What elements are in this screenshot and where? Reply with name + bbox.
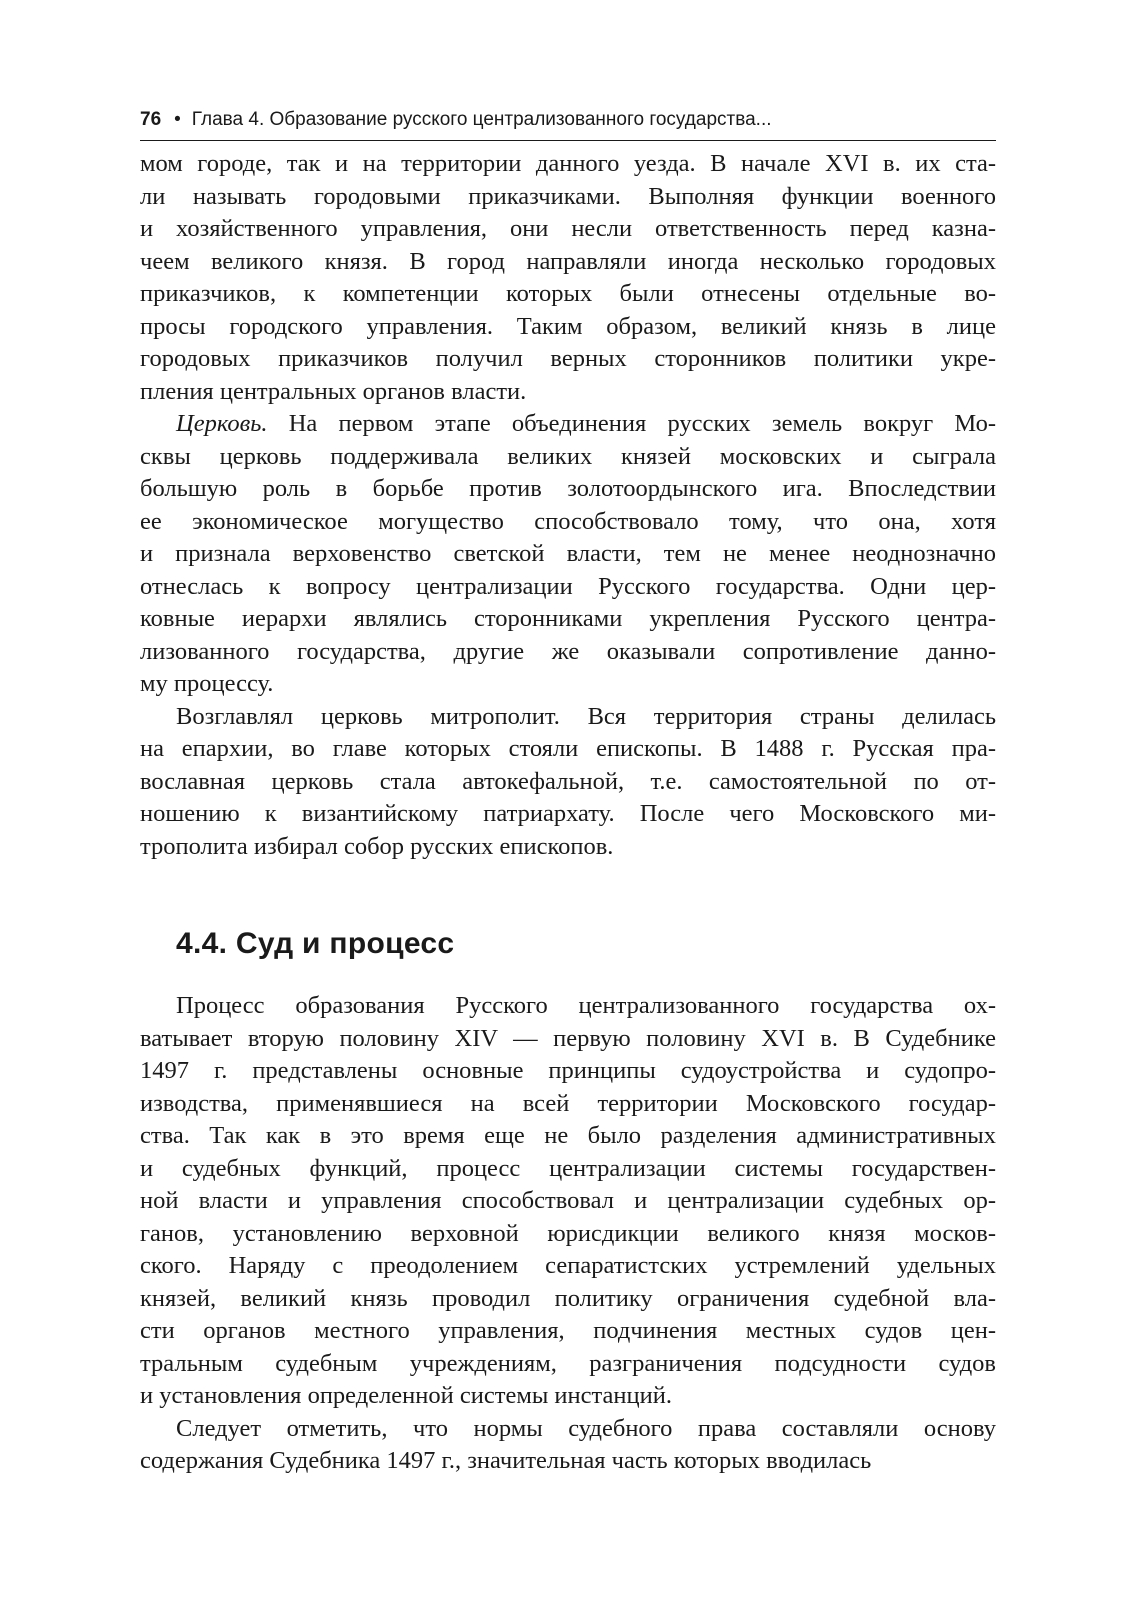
text-line: му процессу. — [140, 670, 274, 697]
text-line: ства. Так как в это время еще не было разделения административных — [140, 1122, 996, 1149]
text-line: ковные иерархи являлись сторонниками укрепления Русского центра- — [140, 605, 996, 632]
text-line: изводства, применявшиеся на всей территории Московского государ- — [140, 1089, 996, 1117]
text-line: отнеслась к вопросу централизации Русского государства. Одни цер- — [140, 572, 996, 600]
text-line: пления центральных органов власти. — [140, 377, 527, 405]
text-line: мом городе, так и на территории данного уезда. В начале XVI в. их ста- — [140, 150, 996, 177]
body-text-top — [140, 148, 996, 863]
text-line: сти органов местного управления, подчинения местных судов цен- — [140, 1317, 996, 1344]
text-line: просы городского управления. Таким образом, великий князь в лице — [140, 312, 996, 340]
text-line: на епархии, во главе которых стояли епископы. В 1488 г. Русская пра- — [140, 735, 996, 762]
paragraph — [140, 148, 996, 408]
text-line: ватывает вторую половину XIV — первую половину XVI в. В Судебнике — [140, 1024, 996, 1052]
text-line: ной власти и управления способствовал и централизации судебных ор- — [140, 1187, 996, 1214]
text-line: 1497 г. представлены основные принципы судоустройства и судопро- — [140, 1057, 996, 1084]
text-line: сквы церковь поддерживала великих князей московских и сыграла — [140, 442, 996, 470]
paragraph — [140, 408, 996, 701]
bullet-separator: • — [174, 109, 181, 130]
line-text: На первом этапе объединения русских земель вокруг Мо- — [267, 410, 996, 437]
text-line: чеем великого князя. В город направляли иногда несколько городовых — [140, 247, 996, 275]
paragraph — [140, 1413, 996, 1478]
text-line: ее экономическое могущество способствовало тому, что она, хотя — [140, 507, 996, 535]
text-line: и признала верховенство светской власти, тем не менее неоднозначно — [140, 540, 996, 567]
page-number: 76 — [140, 109, 162, 130]
running-header — [140, 106, 996, 141]
text-line: вославная церковь стала автокефальной, т.е. самостоятельной по от- — [140, 767, 996, 795]
text-line: Возглавлял церковь митрополит. Вся территория страны делилась — [176, 702, 996, 730]
section-heading: 4.4. Суд и процесс — [176, 927, 455, 960]
text-line: ношению к византийскому патриархату. После чего Московского ми- — [140, 800, 996, 827]
text-line: ганов, установлению верховной юрисдикции великого князя москов- — [140, 1219, 996, 1247]
text-line: лизованного государства, другие же оказывали сопротивление данно- — [140, 637, 996, 665]
text-line: князей, великий князь проводил политику ограничения судебной вла- — [140, 1284, 996, 1312]
text-line: и установления определенной системы инстанций. — [140, 1382, 672, 1409]
chapter-title: Глава 4. Образование русского централизованного государства... — [191, 109, 772, 130]
lead-term: Церковь. — [176, 410, 268, 437]
paragraph — [140, 701, 996, 864]
text-line: и хозяйственного управления, они несли ответственность перед казна- — [140, 215, 996, 242]
text-line: и судебных функций, процесс централизации системы государствен- — [140, 1154, 996, 1182]
text-line: городовых приказчиков получил верных сторонников политики укре- — [140, 345, 996, 372]
text-line: ли называть городовыми приказчиками. Выполняя функции военного — [140, 182, 996, 210]
text-line: приказчиков, к компетенции которых были отнесены отдельные во- — [140, 280, 996, 307]
body-text-section — [140, 990, 996, 1478]
text-line: трополита избирал собор русских епископов. — [140, 832, 614, 860]
paragraph — [140, 990, 996, 1413]
text-line: ского. Наряду с преодолением сепаратистских устремлений удельных — [140, 1252, 996, 1279]
text-line: содержания Судебника 1497 г., значительная часть которых вводилась — [140, 1447, 872, 1474]
text-line: тральным судебным учреждениям, разграничения подсудности судов — [140, 1349, 996, 1377]
text-line: Следует отметить, что нормы судебного права составляли основу — [176, 1414, 996, 1442]
text-line: Процесс образования Русского централизованного государства ох- — [176, 992, 996, 1019]
text-line: большую роль в борьбе против золотоордынского ига. Впоследствии — [140, 475, 996, 502]
text-line — [140, 408, 996, 441]
